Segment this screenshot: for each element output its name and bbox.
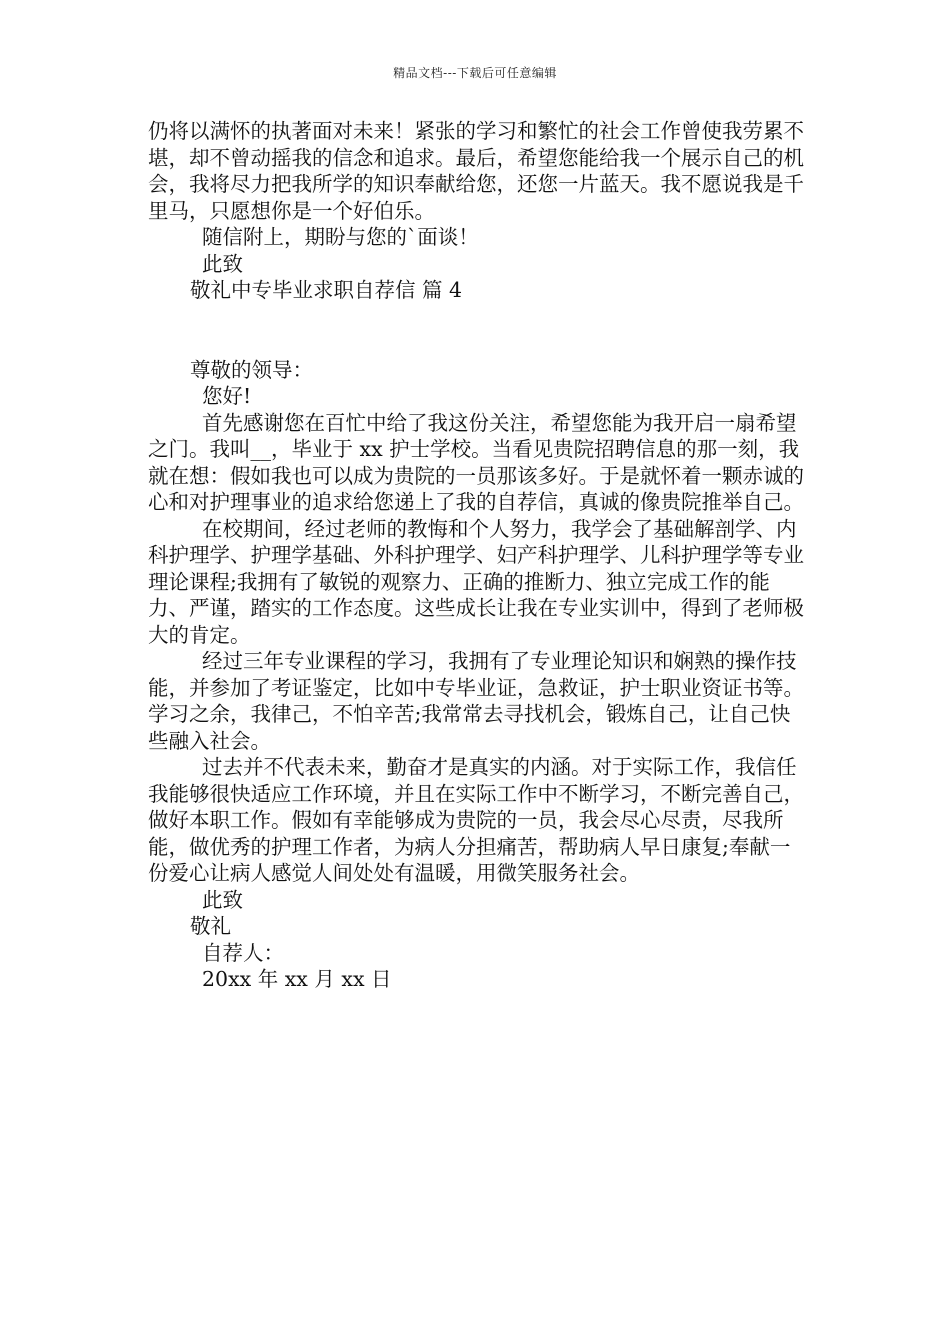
letter4-paragraph-3: 经过三年专业课程的学习，我拥有了专业理论知识和娴熟的操作技能，并参加了考证鉴定，比如中专毕业证，急救证，护士职业资证书等。学习之余，我律己，不怕辛苦;我常常去寻找机会，锻炼自己，让自己快些融入社会。 bbox=[148, 649, 804, 753]
letter4-paragraph-1: 首先感谢您在百忙中给了我这份关注，希望您能为我开启一扇希望之门。我叫__，毕业于 xx 护士学校。当看见贵院招聘信息的那一刻，我就在想：假如我也可以成为贵院的一员那该多好。于是就怀着一颗赤诚的心和对护理事业的追求给您递上了我的自荐信，真诚的像贵院推举自己。 bbox=[148, 410, 804, 514]
letter4-signer: 自荐人： bbox=[202, 940, 284, 965]
letter4-closing-1: 此致 bbox=[202, 887, 243, 912]
prev-letter-attach: 随信附上，期盼与您的`面谈！ bbox=[202, 225, 479, 249]
letter4-paragraph-2: 在校期间，经过老师的教悔和个人努力，我学会了基础解剖学、内科护理学、护理学基础、外科护理学、妇产科护理学、儿科护理学等专业理论课程;我拥有了敏锐的观察力、正确的推断力、独立完成工作的能力、严谨，踏实的工作态度。这些成长让我在专业实训中，得到了老师极大的肯定。 bbox=[148, 516, 804, 647]
section-spacer bbox=[148, 304, 808, 357]
prev-letter-closing-1: 此致 bbox=[202, 251, 243, 276]
letter4-greeting: 您好! bbox=[202, 384, 252, 408]
prev-letter-body: 仍将以满怀的执著面对未来！紧张的学习和繁忙的社会工作曾使我劳累不堪，却不曾动摇我的信念和追求。最后，希望您能给我一个展示自己的机会，我将尽力把我所学的知识奉献给您，还您一片蓝天。我不愿说我是千里马，只愿想你是一个好伯乐。 bbox=[148, 119, 804, 223]
letter4-closing-2: 敬礼 bbox=[190, 914, 231, 938]
letter4-paragraph-4: 过去并不代表未来，勤奋才是真实的内涵。对于实际工作，我信任我能够很快适应工作环境，并且在实际工作中不断学习，不断完善自己，做好本职工作。假如有幸能够成为贵院的一员，我会尽心尽责，尽我所能，做优秀的护理工作者，为病人分担痛苦，帮助病人早日康复;奉献一份爱心让病人感觉人间处处有温暖，用微笑服务社会。 bbox=[148, 755, 804, 885]
letter4-salutation: 尊敬的领导： bbox=[190, 357, 313, 382]
document-body bbox=[148, 118, 808, 993]
page-header: 精品文档---下载后可任意编辑 bbox=[393, 66, 557, 80]
prev-letter-closing-2-title: 敬礼中专毕业求职自荐信 篇 4 bbox=[190, 278, 463, 302]
letter4-date: 20xx 年 xx 月 xx 日 bbox=[202, 967, 392, 991]
